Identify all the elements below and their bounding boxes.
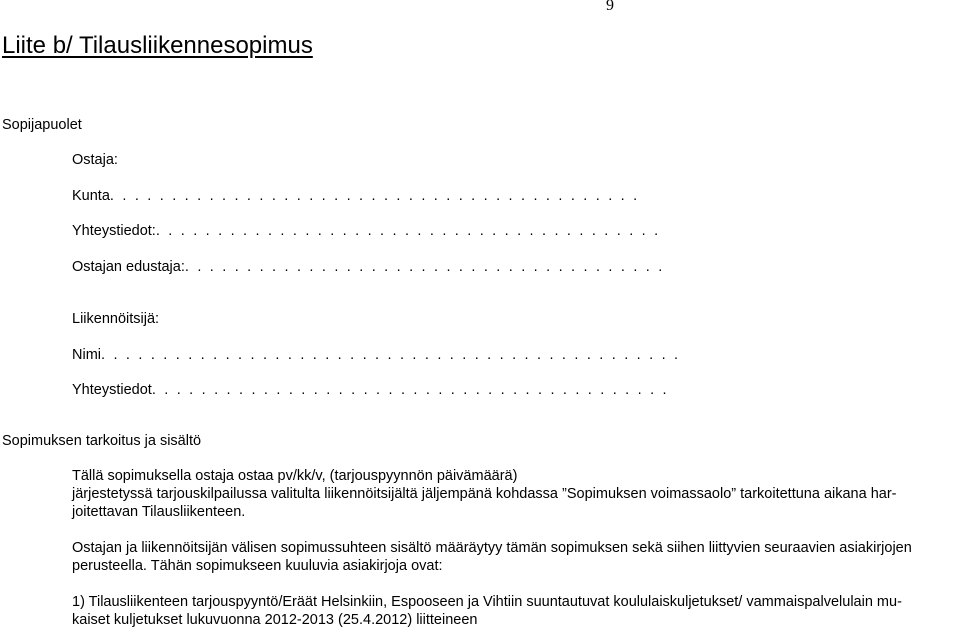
field-label: Kunta (72, 188, 110, 204)
buyer-field-contact (72, 222, 660, 240)
field-label: Yhteystiedot: (72, 223, 156, 239)
paragraph-line: joitettavan Tilausliikenteen. (72, 504, 246, 520)
fill-dots: . . . . . . . . . . . . . . . . . . . . . . . . . . . . . . . . . . . . . . . . . . . (109, 188, 640, 204)
section-heading-purpose: Sopimuksen tarkoitus ja sisältö (2, 433, 202, 449)
fill-dots: . . . . . . . . . . . . . . . . . . . . . . . . . . . . . . . . . . . . . . . (184, 259, 665, 275)
paragraph-purpose (72, 467, 956, 521)
buyer-field-representative (72, 258, 664, 276)
section-heading-parties: Sopijapuolet (2, 117, 82, 133)
list-item: 1) Tilausliikenteen tarjouspyyntö/Eräät Helsinkiin, Espooseen ja Vihtiin suuntautuvat koululaiskuljetukset/ vammaispalvelulain mu- (72, 594, 902, 610)
operator-field-name (72, 346, 680, 364)
field-label: Ostajan edustaja: (72, 259, 185, 275)
document-title: Liite b/ Tilausliikennesopimus (2, 32, 313, 59)
paragraph-contract-content (72, 539, 956, 575)
paragraph-line: järjestetyssä tarjouskilpailussa valitulta liikennöitsijältä jäljempänä kohdassa ”Sopimuksen voimassaolo” tarkoitettuna aikana har- (72, 486, 897, 502)
list-item: kaiset kuljetukset lukuvuonna 2012-2013 (25.4.2012) liitteineen (72, 612, 478, 628)
fill-dots: . . . . . . . . . . . . . . . . . . . . . . . . . . . . . . . . . . . . . . . . . . . . . . . (101, 347, 681, 363)
paragraph-line: perusteella. Tähän sopimukseen kuuluvia asiakirjoja ovat: (72, 558, 443, 574)
field-label: Nimi (72, 347, 101, 363)
buyer-label: Ostaja: (72, 152, 118, 168)
paragraph-documents-list (72, 593, 956, 629)
operator-label: Liikennöitsijä: (72, 311, 160, 327)
field-label: Yhteystiedot (72, 382, 152, 398)
fill-dots: . . . . . . . . . . . . . . . . . . . . . . . . . . . . . . . . . . . . . . . . . (155, 223, 661, 239)
paragraph-line: Tällä sopimuksella ostaja ostaa pv/kk/v, (tarjouspyynnön päivämäärä) (72, 468, 518, 484)
page-number: 9 (606, 0, 614, 14)
paragraph-line: Ostajan ja liikennöitsijän välisen sopimussuhteen sisältö määräytyy tämän sopimuksen sekä siihen liittyvien seuraavien asiakirjojen (72, 540, 912, 556)
fill-dots: . . . . . . . . . . . . . . . . . . . . . . . . . . . . . . . . . . . . . . . . . . (151, 382, 669, 398)
operator-field-contact (72, 381, 669, 399)
buyer-field-municipality (72, 187, 639, 205)
